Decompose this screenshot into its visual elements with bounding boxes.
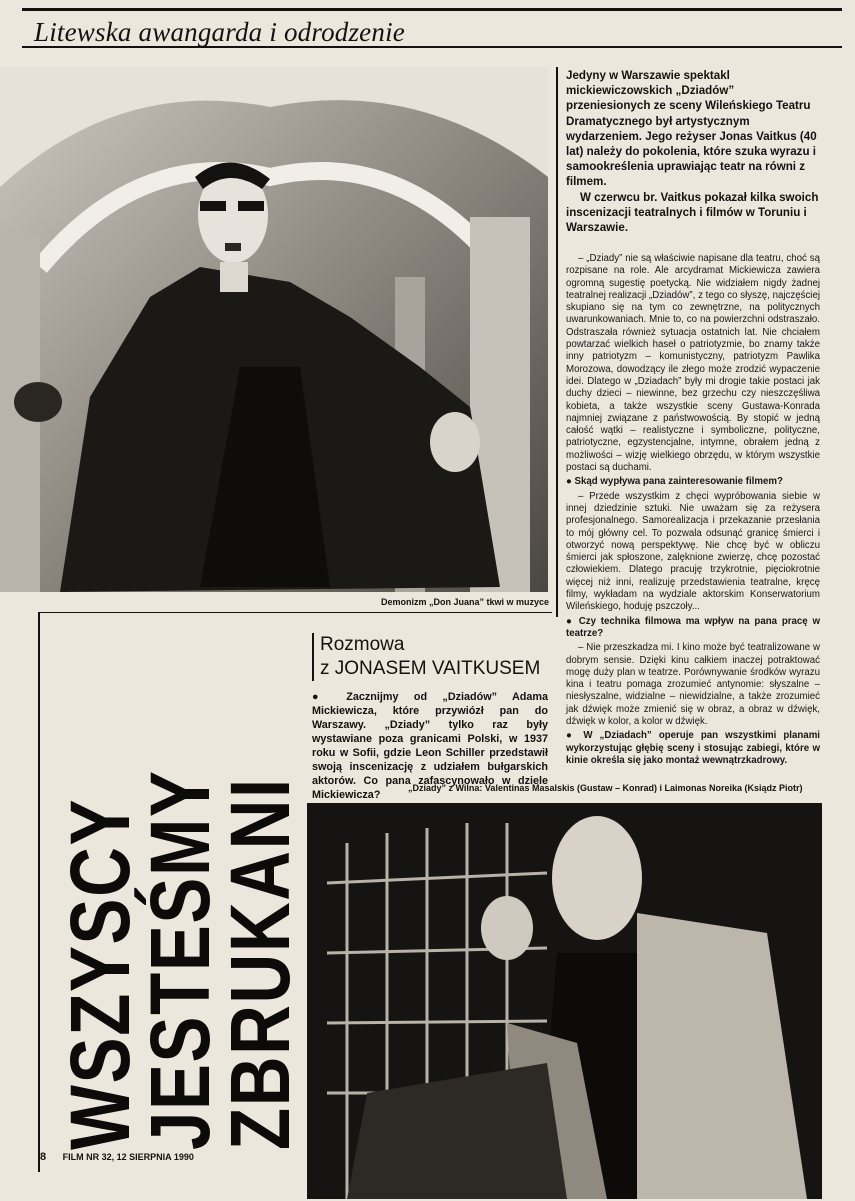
question-4: ● W „Dziadach” operuje pan wszystkimi planami wykorzystując głębię sceny i stosując zabiegi, które w kinie określa się jako montaż wewnątrzkadrowy.	[566, 730, 820, 767]
answer-3: – Nie przeszkadza mi. I kino może być teatralizowane w dobrym sensie. Dzięki kinu całkiem inaczej potraktować mogę duży plan w teatrze. Porównywanie środków wyrazu kina i teatru pomaga zrozumieć antynomie: słyszalne – niesłyszalne, widzialne – niewidzialne, a także zrozumieć jak dźwięk może zmienić się w obraz, a obraz w dźwięk, dźwięk w kolor, a kolor w dźwięk.	[566, 642, 820, 727]
headline-line-3: ZBRUKANI	[213, 777, 307, 1150]
interview-text	[566, 253, 820, 769]
column-rule	[556, 67, 558, 617]
issue-info: FILM NR 32, 12 SIERPNIA 1990	[62, 1152, 194, 1162]
headline	[53, 620, 310, 1150]
subtitle	[312, 633, 540, 681]
subtitle-line-1: Rozmowa	[320, 634, 405, 655]
question-3: ● Czy technika filmowa ma wpływ na pana pracę w teatrze?	[566, 616, 820, 641]
subtitle-line-2: z JONASEM VAITKUSEM	[320, 658, 541, 679]
question-2: ● Skąd wypływa pana zainteresowanie filmem?	[566, 476, 820, 488]
divider-rule	[40, 612, 552, 613]
intro-question: ● Zacznijmy od „Dziadów” Adama Mickiewicza, które przywiózł pan do Warszawy. „Dziady” tylko raz były wystawiane poza granicami Polski, w 1937 roku w Sofii, gdzie Leon Schiller przedstawił swoją inscenizację z udziałem bułgarskich aktorów. Co pana zafascynowało w dziele Mickiewicza?	[312, 690, 548, 802]
page-footer	[40, 1151, 194, 1163]
lead-text-1: Jedyny w Warszawie spektakl mickiewiczowskich „Dziadów” przeniesionych ze sceny Wileńskiego Teatru Dramatycznego był artystycznym wydarzeniem. Jego reżyser Jonas Vaitkus (40 lat) należy do pokolenia, które szuka wyrazu i samookreślenia uprawiając teatr na równi z filmem.	[566, 69, 817, 189]
answer-2: – Przede wszystkim z chęci wypróbowania siebie w innej dziedzinie sztuki. Nie uważam się za reżysera profesjonalnego. Samorealizacja i przekazanie przesłania to mój główny cel. To pozwala odsunąć granicę śmierci i otworzyć nową perspektywę. Nie chcę być w obliczu śmierci jak spłoszone, zalęknione zwierzę, chcę pozostać człowiekiem. Dlatego pracuję trzykrotnie, pięciokrotnie więcej niż inni, realizuję przedstawienia teatralne, kręcę filmy, wykładam na wydziale aktorskim Konserwatorium Wileńskiego, hoduję pszczoły...	[566, 490, 820, 613]
caption-bottom-photo: „Dziady” z Wilna: Valentinas Masalskis (Gustaw – Konrad) i Laimonas Noreika (Ksiądz Piotr)	[408, 783, 803, 793]
answer-1: – „Dziady” nie są właściwie napisane dla teatru, choć są rozpisane na role. Ale arcydramat Mickiewicza zawiera ogromną sugestię poetycką. Nie widziałem nigdy żadnej teatralnej realizacji „Dziadów”, z tego co słyszę, najczęściej skupiano się na tym co zewnętrzne, na politycznych uwarunkowaniach. Mnie to, co na powierzchni odstraszało. Odstraszała również sytuacja ostatnich lat. Nie chciałem powtarzać wielkich haseł o patriotyzmie, bo znamy także inny patriotyzm – komunistyczny, patriotyzm Pawlika Morozowa, dowodzący ile złego może zrodzić wypaczenie idei. Dlatego w „Dziadach” były mi drogie takie postaci jak duchy dzieci – niewinne, bez grzechu czy nieszczęśliwa kobieta, a także wszystkie sceny Gustawa-Konrada najmniej związane z państwowością. By stopić w jedną całość wątki – realistyczne i symboliczne, polityczne, patriotyczne, egzystencjalne, intymne, obrałem jedną z możliwości – wizję wielkiego obrzędu, w którym wszystkie postaci są duchami.	[566, 253, 820, 474]
lead-text-2: W czerwcu br. Vaitkus pokazał kilka swoich inscenizacji teatralnych i filmów w Toruniu i Warszawie.	[566, 190, 819, 235]
page-number: 8	[40, 1151, 47, 1163]
headline-line-2: JESTEŚMY	[133, 769, 227, 1150]
headline-line-1: WSZYSCY	[53, 797, 147, 1150]
page-title: Litewska awangarda i odrodzenie	[34, 17, 405, 47]
photo-don-juan	[0, 67, 548, 592]
lead-paragraph	[566, 68, 820, 235]
side-rule	[38, 612, 40, 1172]
caption-top-photo: Demonizm „Don Juana” tkwi w muzyce	[380, 597, 549, 607]
photo-dziady	[307, 803, 822, 1199]
page-header	[22, 8, 842, 48]
